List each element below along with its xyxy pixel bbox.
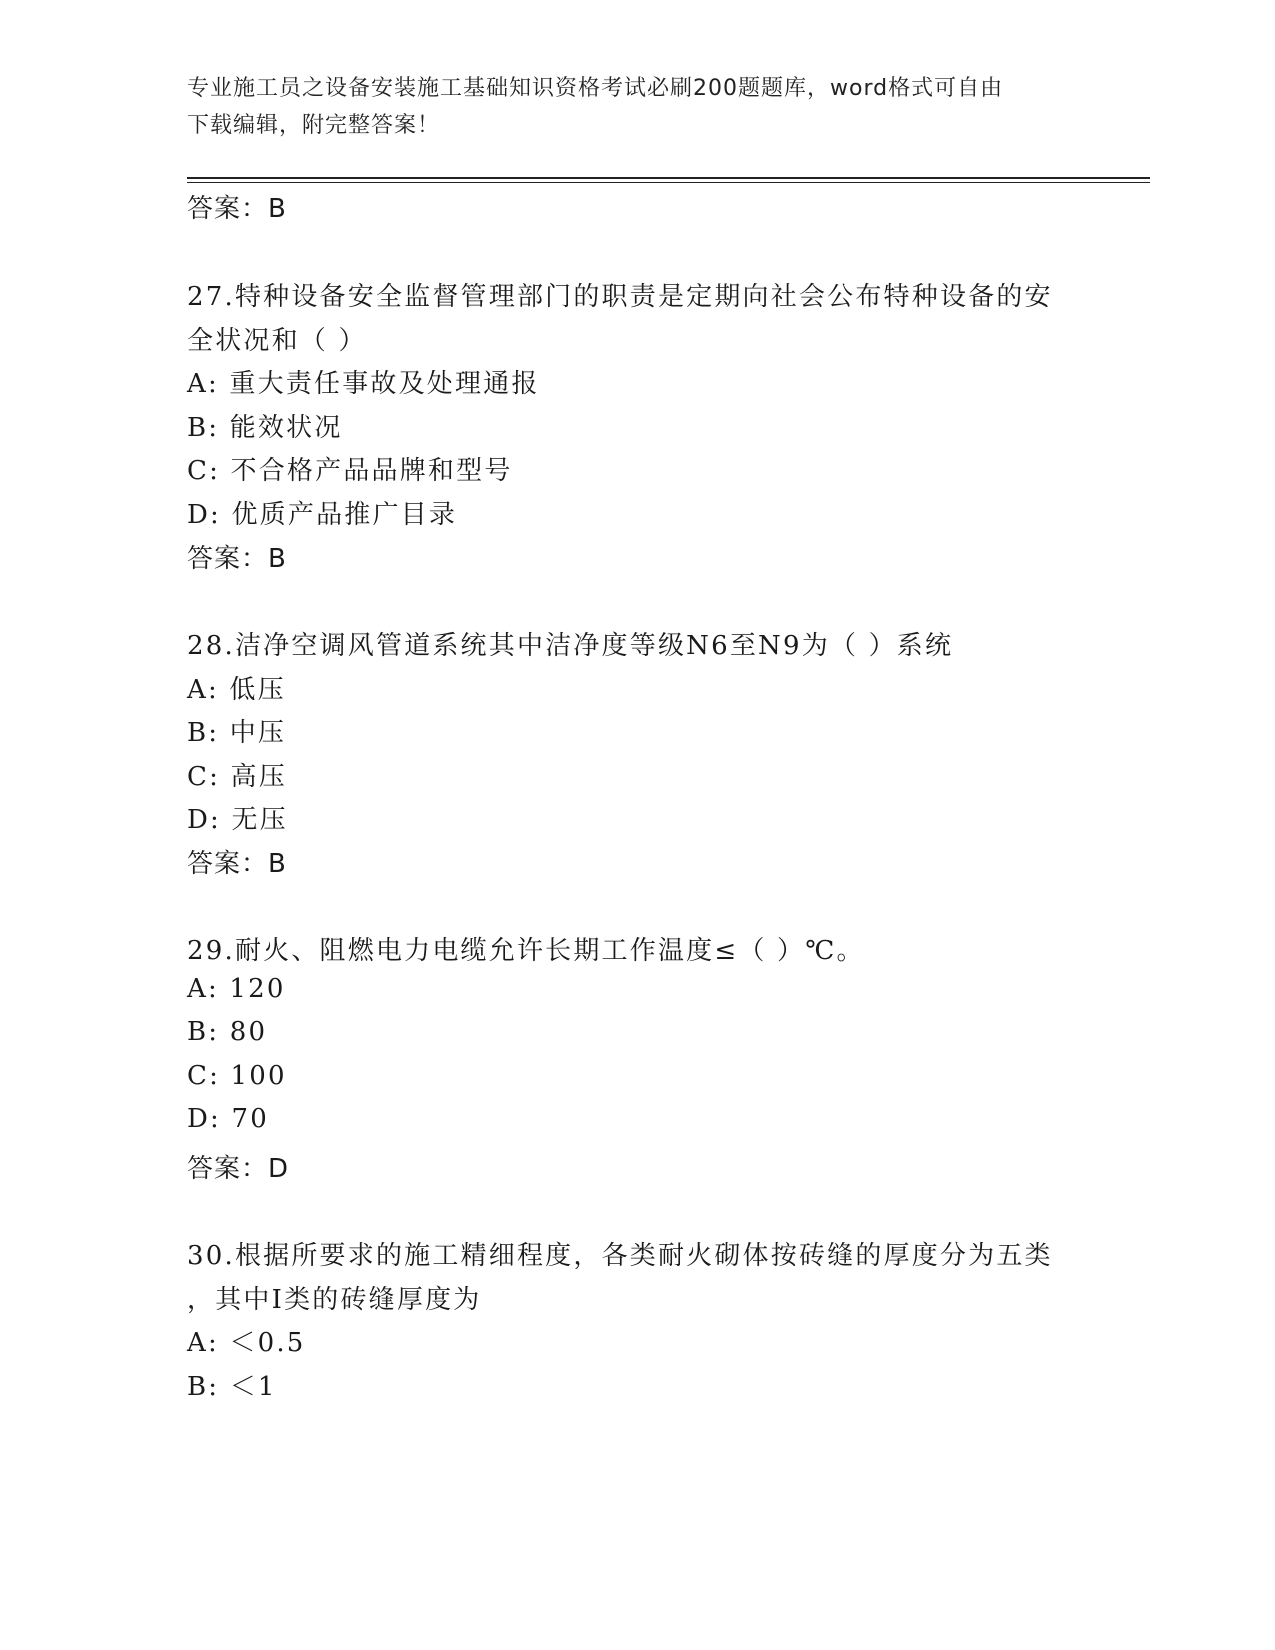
header-divider-thin bbox=[187, 182, 1150, 183]
question-29-option-d: D: 70 bbox=[187, 1104, 269, 1134]
question-28-option-b: B: 中压 bbox=[187, 718, 287, 748]
question-27-option-d: D: 优质产品推广目录 bbox=[187, 500, 458, 530]
header-line-2: 下载编辑，附完整答案！ bbox=[187, 113, 441, 138]
question-28-option-d: D: 无压 bbox=[187, 805, 288, 835]
question-29-option-c: C: 100 bbox=[187, 1061, 287, 1091]
question-27-option-b: B: 能效状况 bbox=[187, 413, 343, 443]
question-30-stem-cont: ，其中Ⅰ类的砖缝厚度为 bbox=[187, 1285, 482, 1315]
header-divider-thick bbox=[187, 177, 1150, 179]
question-28-answer: 答案：B bbox=[187, 849, 287, 879]
question-30-stem: 30.根据所要求的施工精细程度，各类耐火砌体按砖缝的厚度分为五类 bbox=[187, 1241, 1053, 1271]
question-28-stem: 28.洁净空调风管道系统其中洁净度等级N6至N9为（ ）系统 bbox=[187, 631, 954, 661]
question-28-option-c: C: 高压 bbox=[187, 762, 287, 792]
question-27-stem-cont: 全状况和（ ） bbox=[187, 326, 367, 356]
question-27-answer: 答案：B bbox=[187, 544, 287, 574]
document-header bbox=[187, 70, 1067, 144]
question-29-option-b: B: 80 bbox=[187, 1017, 268, 1047]
question-27-option-a: A: 重大责任事故及处理通报 bbox=[187, 369, 540, 399]
question-27-option-c: C: 不合格产品品牌和型号 bbox=[187, 456, 513, 486]
question-28-option-a: A: 低压 bbox=[187, 675, 286, 705]
question-30-option-b: B: ＜1 bbox=[187, 1372, 277, 1402]
answer-previous: 答案：B bbox=[187, 194, 287, 224]
question-29-stem: 29.耐火、阻燃电力电缆允许长期工作温度≤（ ）℃。 bbox=[187, 936, 865, 966]
question-30-option-a: A: ＜0.5 bbox=[187, 1328, 306, 1358]
question-29-answer: 答案：D bbox=[187, 1154, 290, 1184]
question-27-stem: 27.特种设备安全监督管理部门的职责是定期向社会公布特种设备的安 bbox=[187, 282, 1053, 312]
question-29-option-a: A: 120 bbox=[187, 974, 286, 1004]
header-line-1: 专业施工员之设备安装施工基础知识资格考试必刷200题题库，word格式可自由 bbox=[187, 76, 1004, 101]
